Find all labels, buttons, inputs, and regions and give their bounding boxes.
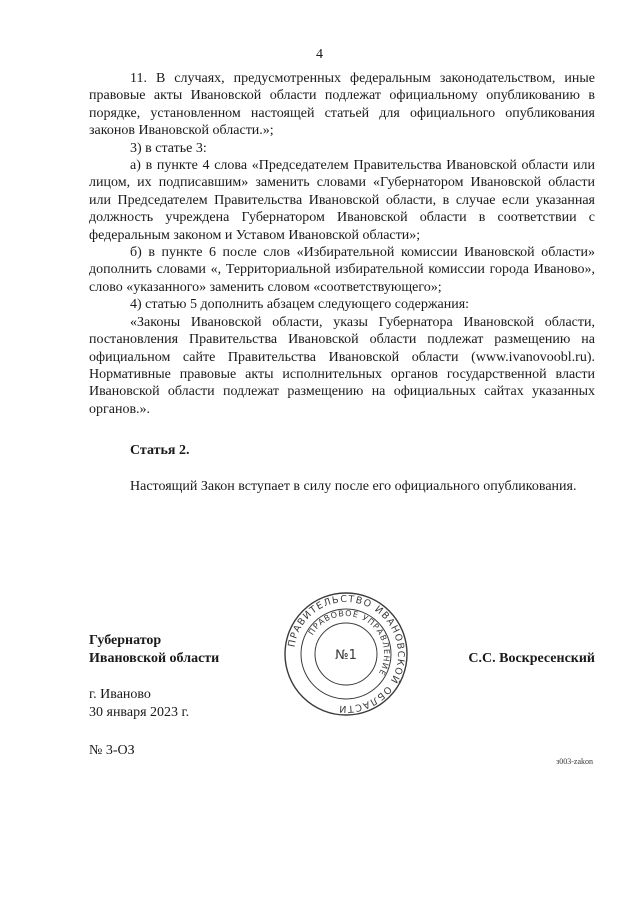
seal-center-text: №1	[335, 648, 357, 663]
signatory-position-line1: Губернатор	[89, 633, 162, 648]
document-code: з003-zakon	[556, 757, 593, 766]
date: 30 января 2023 г.	[89, 705, 190, 720]
official-seal	[282, 590, 410, 718]
signatory-position-line2: Ивановской области	[89, 651, 220, 666]
paragraph-3b: б) в пункте 6 после слов «Избирательной комиссии Ивановской области» дополнить словами «, Территориальной избирательной комиссии города Иваново», слово «указанного» заменить словом «соответствующего»;	[89, 245, 595, 295]
seal-outer-text: ПРАВИТЕЛЬСТВО ИВАНОВСКОЙ ОБЛАСТИ	[286, 593, 407, 715]
seal-inner-text: ПРАВОВОЕ УПРАВЛЕНИЕ	[306, 608, 392, 678]
article-heading: Статья 2.	[130, 443, 190, 458]
paragraph-4: 4) статью 5 дополнить абзацем следующего содержания:	[130, 297, 470, 313]
place: г. Иваново	[89, 687, 151, 702]
paragraph-11: 11. В случаях, предусмотренных федеральным законодательством, иные правовые акты Ивановской области подлежат официальному опубликованию в порядке, установленном настоящей статьей для официального опубликования законов Ивановской области.»;	[89, 71, 595, 139]
paragraph-quote: «Законы Ивановской области, указы Губернатора Ивановской области, постановления Правительства Ивановской области подлежат размещению на официальном сайте Правительства Ивановской области (www.ivanovoobl.ru). Нормативные правовые акты исполнительных органов государственной власти Ивановской области подлежат размещению на официальных сайтах указанных органов.».	[89, 314, 595, 417]
article-paragraph: Настоящий Закон вступает в силу после его официального опубликования.	[130, 479, 577, 494]
paragraph-3a: а) в пункте 4 слова «Председателем Правительства Ивановской области или лицом, их подписавшим» заменить словами «Губернатором Ивановской области или Председателем Правительства Ивановской области, в случае если указанная должность учреждена Губернатором Ивановской области в соответствии с федеральным законом и Уставом Ивановской области»;	[89, 158, 595, 243]
law-number: № 3-ОЗ	[89, 743, 135, 758]
article-body	[89, 478, 595, 495]
paragraph-article-3: 3) в статье 3:	[130, 140, 207, 156]
amendments-text	[89, 70, 595, 418]
page-number: 4	[316, 47, 323, 62]
signatory-position	[89, 632, 219, 668]
place-and-date	[89, 686, 189, 722]
signatory-name: С.С. Воскресенский	[468, 651, 595, 666]
